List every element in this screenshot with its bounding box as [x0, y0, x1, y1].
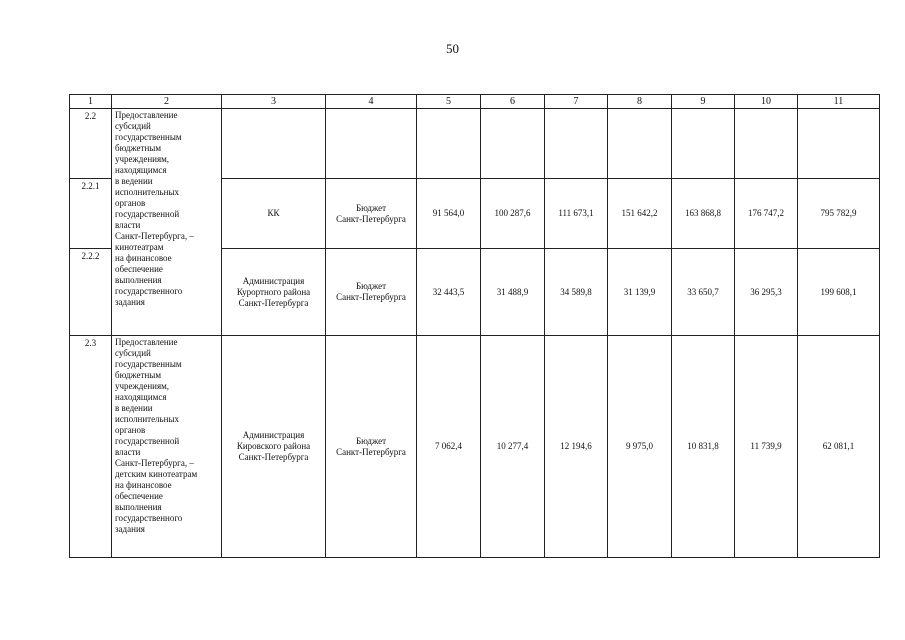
value-cell: 163 868,8	[672, 179, 735, 249]
measure-description: Предоставление субсидий государственным бюджетным учреждениям, находящимся в ведении исполнительных органов государственной власти Санкт-Петербурга, – детским кинотеатрам на финансовое обеспечение выполнения государственного задания	[112, 336, 222, 558]
row-number: 2.3	[70, 336, 112, 558]
column-header: 1	[70, 95, 112, 109]
column-header: 4	[326, 95, 417, 109]
value-cell: 34 589,8	[545, 249, 608, 336]
table-header-row	[70, 95, 880, 109]
row-number: 2.2.2	[70, 249, 112, 336]
column-header: 3	[222, 95, 326, 109]
value-cell: 10 277,4	[481, 336, 545, 558]
value-cell: 91 564,0	[417, 179, 481, 249]
row-number: 2.2.1	[70, 179, 112, 249]
value-cell: 176 747,2	[735, 179, 798, 249]
measure-description: Предоставление субсидий государственным бюджетным учреждениям, находящимся в ведении исполнительных органов государственной власти Санкт-Петербурга, – кинотеатрам на финансовое обеспечение выполнения государственного задания	[112, 109, 222, 336]
value-cell: 12 194,6	[545, 336, 608, 558]
executor-cell: Администрация Кировского района Санкт-Петербурга	[222, 336, 326, 558]
value-cell: 9 975,0	[608, 336, 672, 558]
value-cell: 31 139,9	[608, 249, 672, 336]
empty-cell	[481, 109, 545, 179]
empty-cell	[417, 109, 481, 179]
page-number: 50	[446, 41, 459, 56]
value-cell: 31 488,9	[481, 249, 545, 336]
column-header: 5	[417, 95, 481, 109]
empty-cell	[326, 109, 417, 179]
column-header: 2	[112, 95, 222, 109]
column-header: 11	[798, 95, 880, 109]
value-cell: 11 739,9	[735, 336, 798, 558]
funding-source-cell: Бюджет Санкт-Петербурга	[326, 336, 417, 558]
column-header: 8	[608, 95, 672, 109]
column-header: 7	[545, 95, 608, 109]
empty-cell	[672, 109, 735, 179]
empty-cell	[798, 109, 880, 179]
total-cell: 199 608,1	[798, 249, 880, 336]
value-cell: 36 295,3	[735, 249, 798, 336]
value-cell: 33 650,7	[672, 249, 735, 336]
funding-source-cell: Бюджет Санкт-Петербурга	[326, 179, 417, 249]
executor-cell: КК	[222, 179, 326, 249]
budget-table	[69, 94, 880, 558]
column-header: 9	[672, 95, 735, 109]
executor-cell: Администрация Курортного района Санкт-Петербурга	[222, 249, 326, 336]
table-row-2-2	[70, 109, 880, 179]
value-cell: 151 642,2	[608, 179, 672, 249]
column-header: 6	[481, 95, 545, 109]
value-cell: 111 673,1	[545, 179, 608, 249]
value-cell: 7 062,4	[417, 336, 481, 558]
empty-cell	[222, 109, 326, 179]
total-cell: 62 081,1	[798, 336, 880, 558]
value-cell: 32 443,5	[417, 249, 481, 336]
empty-cell	[608, 109, 672, 179]
empty-cell	[545, 109, 608, 179]
value-cell: 100 287,6	[481, 179, 545, 249]
value-cell: 10 831,8	[672, 336, 735, 558]
row-number: 2.2	[70, 109, 112, 179]
total-cell: 795 782,9	[798, 179, 880, 249]
column-header: 10	[735, 95, 798, 109]
funding-source-cell: Бюджет Санкт-Петербурга	[326, 249, 417, 336]
table-row-2-3	[70, 336, 880, 558]
empty-cell	[735, 109, 798, 179]
